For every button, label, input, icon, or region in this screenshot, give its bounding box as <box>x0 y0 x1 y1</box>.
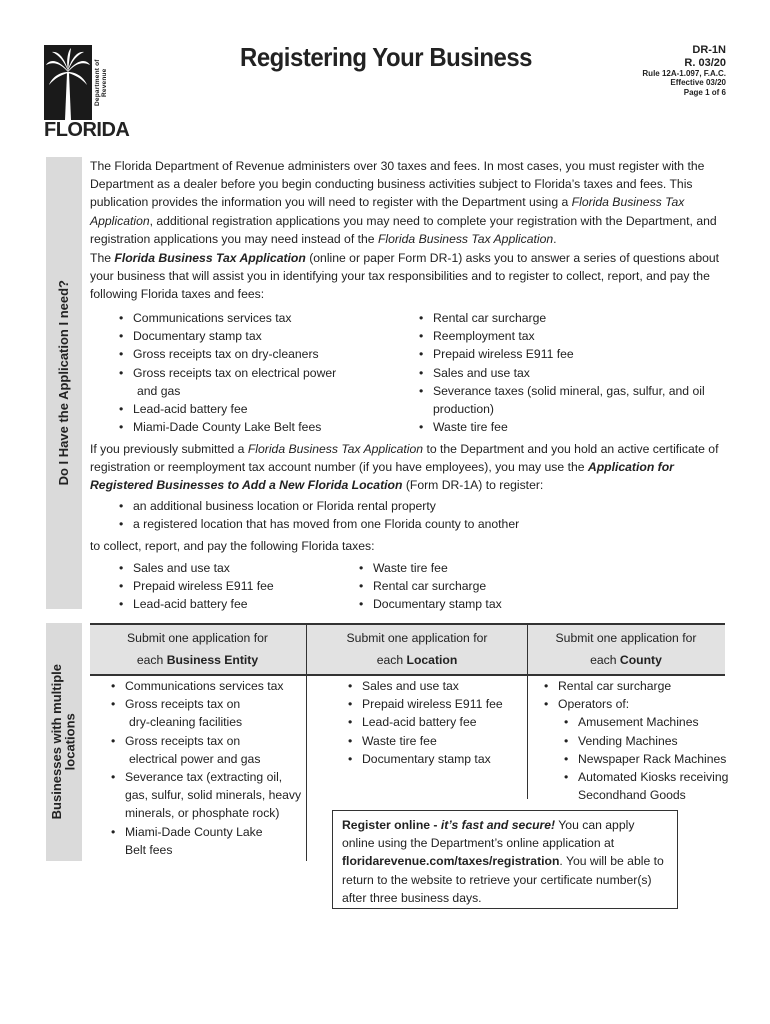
list-item-continuation: Belt fees <box>125 842 173 857</box>
page-title: Registering Your Business <box>240 42 533 72</box>
list-item: • Miami-Dade County Lake <box>107 823 307 841</box>
side-tab-application <box>46 157 82 609</box>
list-item: • Prepaid wireless E911 fee <box>344 695 524 713</box>
form-meta <box>642 44 726 97</box>
list-item: • Sales and use tax <box>115 559 335 577</box>
table-col-entity <box>107 677 307 859</box>
table-header-location: Submit one application for each Location <box>346 631 488 667</box>
list-item-sub: • Amusement Machines <box>560 713 740 731</box>
list-item-sub: • Vending Machines <box>560 732 740 750</box>
table-col-county <box>540 677 740 804</box>
previous-registration-paragraph: If you previously submitted a Florida Business Tax Application to the Department and you hold an active certificate of registration or reemployment tax account number (if you have employees), you may use the Application for Registered Businesses to Add a New Florida Location (Form DR-1A) to register: <box>90 442 719 493</box>
side-tab-application-label: Do I Have the Application I need? <box>56 280 72 486</box>
logo-state-text: FLORIDA <box>44 119 130 141</box>
list-item: • Waste tire fee <box>355 559 575 577</box>
table-header <box>90 623 725 676</box>
list-item: • Lead-acid battery fee <box>115 400 375 418</box>
taxes-list-right <box>415 309 725 436</box>
list-item-sub: • Newspaper Rack Machines <box>560 750 740 768</box>
florida-dor-logo <box>44 45 130 143</box>
table-divider <box>527 623 528 799</box>
page-number: Page 1 of 6 <box>683 87 726 97</box>
list-item: • Operators of: <box>540 695 740 713</box>
list-item: • Prepaid wireless E911 fee <box>415 345 725 363</box>
list-item: • a registered location that has moved from one Florida county to another <box>115 515 565 533</box>
list-item: • Lead-acid battery fee <box>344 713 524 731</box>
list-item: • Miami-Dade County Lake Belt fees <box>115 418 375 436</box>
list-item: • Documentary stamp tax <box>355 595 575 613</box>
list-item: • Waste tire fee <box>415 418 725 436</box>
list-item: • Gross receipts tax on <box>107 732 307 750</box>
list-item: • Documentary stamp tax <box>344 750 524 768</box>
side-tab-multiple-locations-label: Businesses with multiple locations <box>49 664 78 820</box>
list-item-continuation: dry-cleaning facilities <box>129 715 243 730</box>
register-online-box: Register online - it’s fast and secure! You can apply online using the Department’s online application at floridarevenue.com/taxes/registration. You will be able to return to the website to retrieve your certificate number(s) after three business days. <box>332 810 678 909</box>
list-item: • Severance taxes (solid mineral, gas, sulfur, and oil <box>415 382 725 400</box>
list-item: • an additional business location or Florida rental property <box>115 497 565 515</box>
collect-text: to collect, report, and pay the following Florida taxes: <box>90 539 375 553</box>
list-item: • Communications services tax <box>107 677 307 695</box>
list-item: • Rental car surcharge <box>540 677 740 695</box>
list-item-continuation: production) <box>433 402 494 417</box>
list-item: • Gross receipts tax on dry-cleaners <box>115 345 375 363</box>
list-item: • Rental car surcharge <box>355 577 575 595</box>
list-item: • Severance tax (extracting oil, <box>107 768 307 786</box>
logo-department-text: Department of Revenue <box>94 59 108 106</box>
list-item-sub: • Automated Kiosks receiving <box>560 768 740 786</box>
application-paragraph: The Florida Business Tax Application (online or paper Form DR-1) asks you to answer a series of questions about your business that will assist you in identifying your tax responsibilities and to register to collect, report, and pay the following Florida taxes and fees: <box>90 251 720 302</box>
collect-list-right <box>355 559 575 614</box>
list-item: • Documentary stamp tax <box>115 327 375 345</box>
registration-link[interactable]: floridarevenue.com/taxes/registration <box>342 854 560 869</box>
list-item: • Rental car surcharge <box>415 309 725 327</box>
list-item: • Reemployment tax <box>415 327 725 345</box>
form-rule: Rule 12A-1.097, F.A.C. <box>642 69 726 79</box>
table-col-location <box>344 677 524 768</box>
list-item: • Waste tire fee <box>344 732 524 750</box>
taxes-list-left <box>115 309 375 436</box>
list-item: • Sales and use tax <box>415 364 725 382</box>
list-item-continuation: minerals, or phosphate rock) <box>125 806 280 821</box>
list-item-continuation: and gas <box>137 383 181 398</box>
table-header-county: Submit one application for each County <box>555 631 697 667</box>
list-item: • Prepaid wireless E911 fee <box>115 577 335 595</box>
form-revision: R. 03/20 <box>684 56 726 69</box>
intro-paragraph: The Florida Department of Revenue administers over 30 taxes and fees. In most cases, you must register with the Department as a dealer before you begin conducting business activities subject to Florida’s taxes and fees. This publication provides the information you will need to register with the Department using a Florida Business Tax Application, additional registration applications you may need to complete your registration with the Department, and registration applications you may need instead of the Florida Business Tax Application. <box>90 159 717 246</box>
list-item: • Lead-acid battery fee <box>115 595 335 613</box>
list-item-continuation: Secondhand Goods <box>578 788 686 803</box>
list-item: • Communications services tax <box>115 309 375 327</box>
side-tab-multiple-locations <box>46 623 82 861</box>
list-item-continuation: electrical power and gas <box>129 751 261 766</box>
collect-list-left <box>115 559 335 614</box>
palm-tree-icon <box>44 45 92 120</box>
list-item: • Sales and use tax <box>344 677 524 695</box>
form-effective: Effective 03/20 <box>670 78 726 88</box>
register-list <box>115 497 565 533</box>
list-item: • Gross receipts tax on electrical power <box>115 364 375 382</box>
form-id: DR-1N <box>692 44 726 56</box>
list-item-continuation: gas, sulfur, solid minerals, heavy <box>125 788 302 803</box>
table-header-entity: Submit one application for each Business Entity <box>127 631 268 667</box>
list-item: • Gross receipts tax on <box>107 695 307 713</box>
